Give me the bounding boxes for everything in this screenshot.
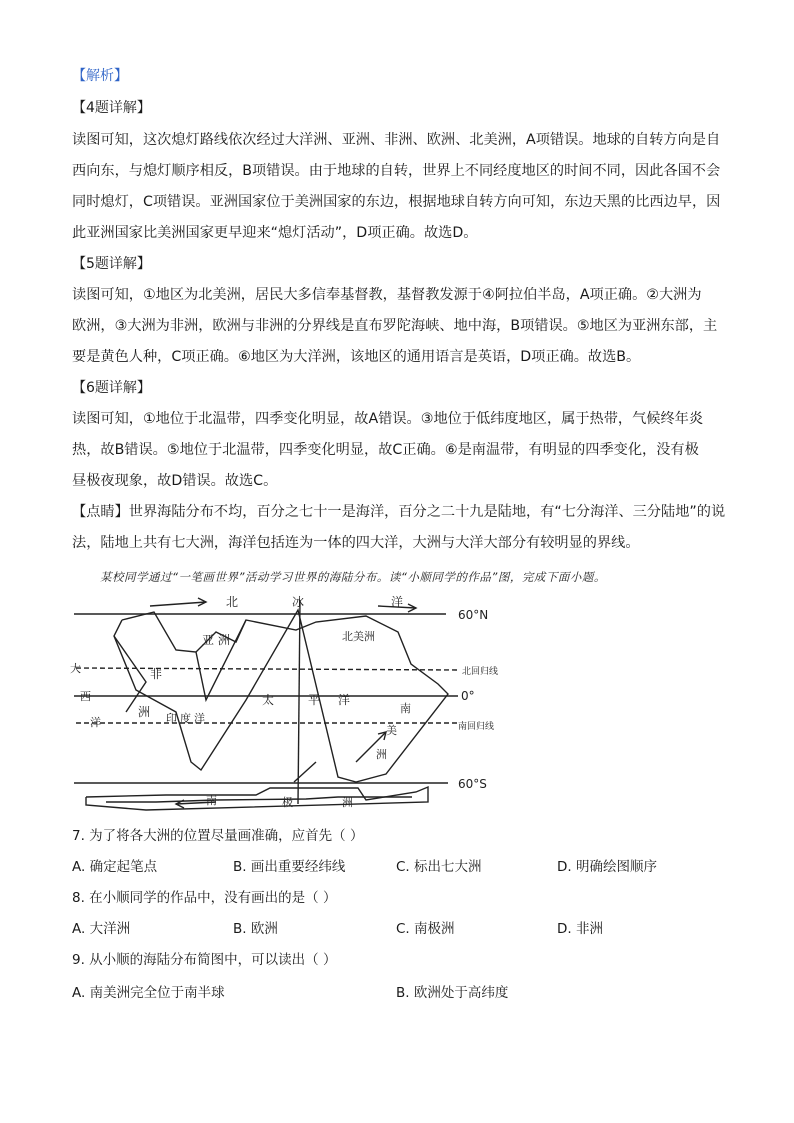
question-8-option-b[interactable]: B. 欧洲 bbox=[233, 921, 278, 937]
question-7-option-a[interactable]: A. 确定起笔点 bbox=[72, 859, 158, 875]
question-7-option-b[interactable]: B. 画出重要经纬线 bbox=[233, 859, 346, 875]
figure-intro: 某校同学通过“一笔画世界”活动学习世界的海陆分布。读“小顺同学的作品”图，完成下面小题。 bbox=[100, 570, 606, 584]
q5-line-3: 要是黄色人种，C项正确。⑥地区为大洋洲，该地区的通用语言是英语，D项正确。故选B。 bbox=[72, 349, 641, 365]
pacific-label-1: 太 bbox=[262, 693, 275, 707]
south-america-label-2: 美 bbox=[386, 724, 397, 737]
atlantic-w-label-1: 大 bbox=[70, 662, 81, 675]
asia-label: 亚 洲 bbox=[202, 633, 230, 647]
prime-meridian-line bbox=[298, 600, 300, 804]
pacific-label-3: 洋 bbox=[338, 693, 351, 707]
question-9-stem: 9. 从小顺的海陆分布简图中，可以读出（ ） bbox=[72, 952, 337, 968]
q4-line-4: 此亚洲国家比美洲国家更早迎来“熄灯活动”，D项正确。故选D。 bbox=[72, 225, 478, 241]
world-sketch-figure bbox=[66, 592, 506, 814]
question-9-option-a[interactable]: A. 南美洲完全位于南半球 bbox=[72, 985, 225, 1001]
q4-line-3: 同时熄灯，C项错误。亚洲国家位于美洲国家的东边，根据地球自转方向可知，东边天黑的比西边早，因 bbox=[72, 194, 721, 210]
q4-line-2: 西向东，与熄灯顺序相反，B项错误。由于地球的自转，世界上不同经度地区的时间不同，因此各国不会 bbox=[72, 163, 721, 179]
tip-line-2: 法，陆地上共有七大洲，海洋包括连为一体的四大洋，大洲与大洋大部分有较明显的界线。 bbox=[72, 535, 640, 551]
q6-header: 【6题详解】 bbox=[72, 380, 151, 396]
atlantic-w-label-2: 西 bbox=[80, 690, 91, 703]
south-america-label-3: 洲 bbox=[376, 748, 387, 761]
antarctica-label-1: 南 bbox=[206, 794, 217, 807]
antarctica-outline bbox=[86, 787, 428, 810]
tropic-n-line bbox=[76, 668, 458, 670]
question-7-stem: 7. 为了将各大洲的位置尽量画准确，应首先（ ） bbox=[72, 828, 364, 844]
tropic-s-label: 南回归线 bbox=[458, 722, 495, 732]
q5-header: 【5题详解】 bbox=[72, 256, 151, 272]
question-8-stem: 8. 在小顺同学的作品中，没有画出的是（ ） bbox=[72, 890, 337, 906]
question-7-option-c[interactable]: C. 标出七大洲 bbox=[396, 859, 482, 875]
indian-label-1: 印 bbox=[166, 712, 177, 725]
south-america-label-1: 南 bbox=[400, 702, 411, 715]
arctic-label-1: 北 bbox=[226, 595, 239, 609]
question-8-option-a[interactable]: A. 大洋洲 bbox=[72, 921, 131, 937]
q4-line-1: 读图可知，这次熄灯路线依次经过大洋洲、亚洲、非洲、欧洲、北美洲，A项错误。地球的自转方向是自 bbox=[72, 132, 721, 148]
lat-60s-label: 60°S bbox=[458, 777, 487, 791]
question-7-option-d[interactable]: D. 明确绘图顺序 bbox=[557, 859, 657, 875]
q4-header: 【4题详解】 bbox=[72, 100, 151, 116]
question-9-option-b[interactable]: B. 欧洲处于高纬度 bbox=[396, 985, 509, 1001]
antarctica-label-2: 极 bbox=[282, 796, 293, 809]
africa-label-2: 洲 bbox=[138, 705, 151, 719]
tip-line-1 bbox=[72, 502, 726, 522]
north-america-label: 北美洲 bbox=[342, 630, 375, 643]
q6-line-2: 热，故B错误。⑤地位于北温带，四季变化明显，故C正确。⑥是南温带，有明显的四季变化，没有极 bbox=[72, 442, 699, 458]
antarctica-label-3: 洲 bbox=[342, 796, 353, 809]
africa-label-1: 非 bbox=[150, 667, 163, 681]
question-8-option-d[interactable]: D. 非洲 bbox=[557, 921, 603, 937]
arctic-label-3: 洋 bbox=[391, 595, 404, 609]
pacific-label-2: 平 bbox=[308, 693, 321, 707]
tropic-n-label: 北回归线 bbox=[462, 667, 499, 677]
arctic-label-2: 冰 bbox=[292, 595, 305, 609]
tip-text-1: 世界海陆分布不均，百分之七十一是海洋，百分之二十九是陆地，有“七分海洋、三分陆地”的说 bbox=[128, 504, 726, 520]
tip-header: 【点睛】 bbox=[72, 504, 129, 520]
q6-line-3: 昼极夜现象，故D错误。故选C。 bbox=[72, 473, 278, 489]
lat-60n-label: 60°N bbox=[458, 608, 489, 622]
indian-label-3: 洋 bbox=[194, 712, 205, 725]
q6-line-1: 读图可知，①地位于北温带，四季变化明显，故A错误。③地位于低纬度地区，属于热带，气候终年炎 bbox=[72, 411, 704, 427]
analysis-header: 【解析】 bbox=[72, 68, 128, 84]
q5-line-2: 欧洲，③大洲为非洲，欧洲与非洲的分界线是直布罗陀海峡、地中海，B项错误。⑤地区为亚洲东部，主 bbox=[72, 318, 718, 334]
atlantic-w-label-3: 洋 bbox=[90, 716, 101, 729]
lat-equator-label: 0° bbox=[461, 689, 475, 703]
indian-label-2: 度 bbox=[180, 712, 191, 725]
question-8-option-c[interactable]: C. 南极洲 bbox=[396, 921, 455, 937]
q5-line-1: 读图可知，①地区为北美洲，居民大多信奉基督教，基督教发源于④阿拉伯半岛，A项正确。②大洲为 bbox=[72, 287, 702, 303]
